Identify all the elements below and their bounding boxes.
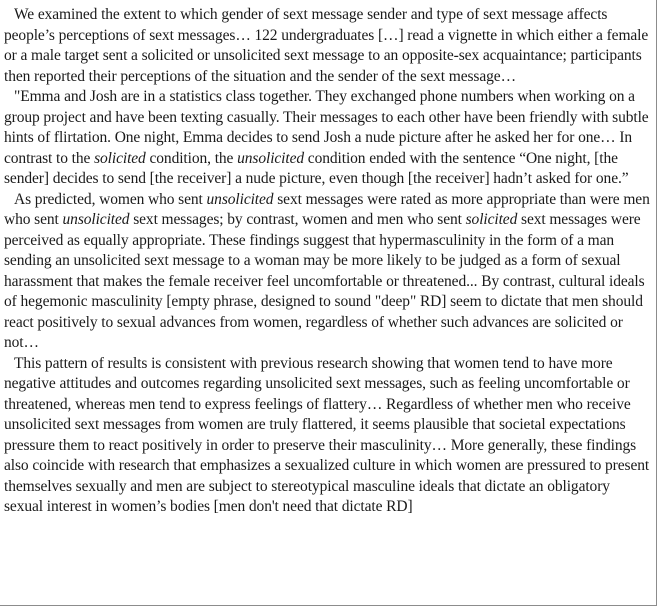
- italic-term: unsolicited: [237, 149, 305, 167]
- italic-term: unsolicited: [206, 190, 274, 208]
- italic-term: solicited: [94, 149, 146, 167]
- paragraph-results: [4, 190, 650, 354]
- text-segment: We examined the extent to which gender of sext message sender and type of sext message affects people’s perceptions of sext messages… 122 undergraduates […] read a vignette in which either a female or a male target sent a solicited or unsolicited sext message to an opposite-sex acquaintance; participants then reported their perceptions of the situation and the sender of the sext message…: [4, 6, 649, 85]
- italic-term: unsolicited: [62, 211, 130, 228]
- paragraph-discussion: [4, 354, 650, 518]
- text-segment: condition ended with the sentence “One night, [the sender] decides to send [the receiver] a nude picture, even though [the receiver] hadn’t asked for one.”: [4, 149, 629, 187]
- text-segment: condition, the: [145, 149, 238, 167]
- text-segment: As predicted, women who sent: [14, 190, 207, 208]
- paragraph-vignette: [4, 87, 650, 190]
- text-segment: This pattern of results is consistent with previous research showing that women tend to have more negative attitudes and outcomes regarding unsolicited sext messages, such as feeling uncomfortable or threatened, whereas men tend to express feelings of flattery… Regardless of whether men who receive unsolicited sext messages from women are truly flattered, it seems plausible that societal expectations pressure them to react positively in order to preserve their masculinity… More generally, these findings also coincide with research that emphasizes a sexualized culture in which women are pressured to present themselves sexually and men are subject to stereotypical masculine ideals that dictate an obligatory sexual interest in women’s bodies [men don't need that dictate RD]: [4, 354, 650, 515]
- text-segment: sext messages; by contrast, women and men who sent: [129, 211, 466, 228]
- document-body: [4, 5, 650, 518]
- paragraph-study-summary: [4, 5, 650, 87]
- text-segment: sext messages were rated as more appropriate than were men who sent: [4, 190, 650, 228]
- text-segment: sext messages were perceived as equally appropriate. These findings suggest that hypermasculinity in the form of a man sending an unsolicited sext message to a woman may be more likely to be judged as a form of sexual harassment that makes the female receiver feel uncomfortable or threatened... By contrast, cultural ideals of hegemonic masculinity [empty phrase, designed to sound "deep" RD] seem to dictate that men should react positively to sexual advances from women, regardless of whether such advances are solicited or not…: [4, 211, 645, 351]
- italic-term: solicited: [465, 211, 518, 228]
- text-segment: "Emma and Josh are in a statistics class together. They exchanged phone numbers when working on a group project and have been texting casually. Their messages to each other have been friendly with subtle hints of flirtation. One night, Emma decides to send Josh a nude picture after he asked her for one… In contrast to the: [4, 88, 649, 167]
